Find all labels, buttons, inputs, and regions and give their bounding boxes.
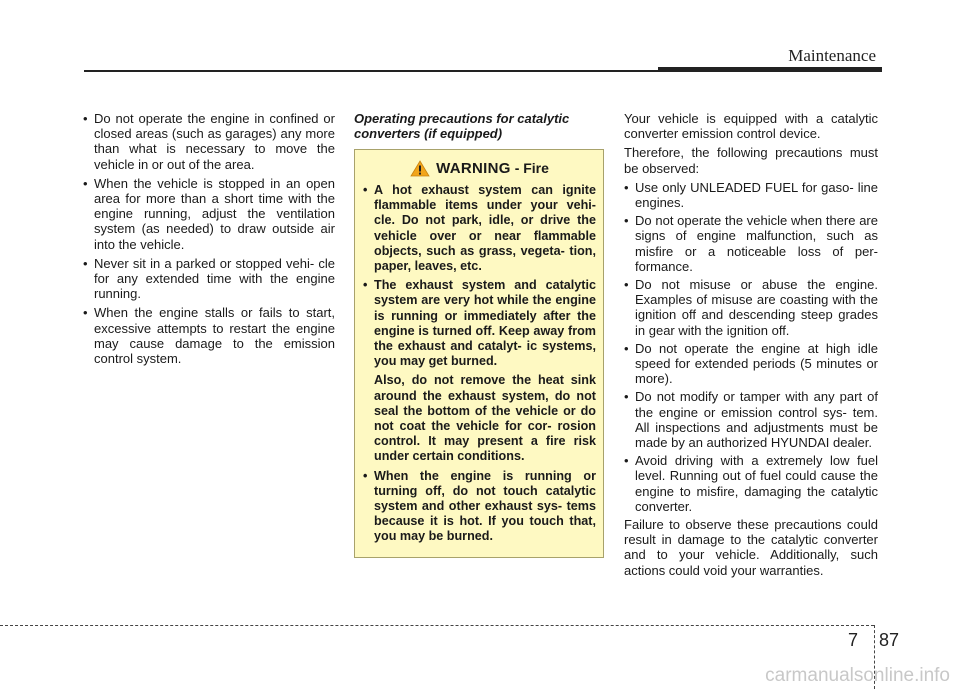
watermark: carmanualsonline.info — [765, 665, 950, 686]
warning-box — [354, 149, 604, 558]
bullet-item: • Use only UNLEADED FUEL for gaso- line engines. — [624, 180, 878, 210]
bullet-item: • Do not misuse or abuse the engine. Examples of misuse are coasting with the ignition off and descending steep grades in gear with the ignition off. — [624, 277, 878, 338]
warning-bullet-list — [363, 183, 596, 369]
warning-triangle-icon — [410, 160, 430, 177]
left-bullet-list — [83, 111, 335, 366]
section-heading: Operating precautions for catalytic converters (if equipped) — [354, 111, 570, 141]
right-bullet-list — [624, 180, 878, 514]
footer-divider — [0, 625, 874, 626]
bullet-item: • Do not operate the engine in confined or closed areas (such as garages) any more than what is necessary to move the vehicle in or out of the area. — [83, 111, 335, 172]
bullet-item: • When the vehicle is stopped in an open area for more than a short time with the engine running, adjust the ventilation system (as needed) to draw outside air into the vehicle. — [83, 176, 335, 252]
bullet-item: • When the engine stalls or fails to start, excessive attempts to restart the engine may cause damage to the emission control system. — [83, 305, 335, 366]
closing-paragraph: Failure to observe these precautions could result in damage to the catalytic converter and to your vehicle. Additionally, such actions could void your warranties. — [624, 517, 878, 578]
warning-bullet-list-2 — [363, 469, 596, 545]
middle-column — [354, 111, 606, 558]
page-number: 87 — [879, 630, 900, 650]
chapter-number: 7 — [848, 630, 859, 650]
warning-bullet: • When the engine is running or turning off, do not touch catalytic system and other exhaust sys- tems because it is hot. If you touch that, you may be burned. — [363, 469, 596, 545]
warning-subtitle: - Fire — [514, 159, 549, 176]
intro-paragraph: Your vehicle is equipped with a catalytic converter emission control device. — [624, 111, 878, 142]
warning-title — [363, 160, 596, 177]
bullet-item: • Never sit in a parked or stopped vehi- cle for any extended time with the engine running. — [83, 256, 335, 302]
warning-paragraph: Also, do not remove the heat sink around the exhaust system, do not seal the bottom of the vehicle or do not coat the vehicle for cor- rosion control. It may present a fire risk under certain conditions. — [374, 373, 596, 464]
warning-bullet: • The exhaust system and catalytic system are very hot while the engine is running or immediately after the engine is turned off. Keep away from the exhaust and catalyt- ic systems, you may get burned. — [363, 278, 596, 369]
left-column — [83, 111, 335, 370]
bullet-item: • Do not modify or tamper with any part of the engine or emission control sys- tem. All inspections and adjustments must be made by an authorized HYUNDAI dealer. — [624, 389, 878, 450]
right-column — [624, 111, 878, 582]
section-title: Maintenance — [788, 46, 876, 65]
warning-bullet: • A hot exhaust system can ignite flammable items under your vehi- cle. Do not park, idle, or drive the vehicle over or near flammable objects, such as grass, vegeta- tion, paper, leaves, etc. — [363, 183, 596, 274]
bullet-item: • Avoid driving with a extremely low fuel level. Running out of fuel could cause the engine to misfire, damaging the catalytic converter. — [624, 453, 878, 514]
warning-label: WARNING — [436, 159, 511, 177]
bullet-item: • Do not operate the engine at high idle speed for extended periods (5 minutes or more). — [624, 341, 878, 387]
header-rule — [84, 70, 882, 72]
intro-paragraph: Therefore, the following precautions must be observed: — [624, 145, 878, 176]
bullet-item: • Do not operate the vehicle when there are signs of engine malfunction, such as misfire or a noticeable loss of per- formance. — [624, 213, 878, 274]
